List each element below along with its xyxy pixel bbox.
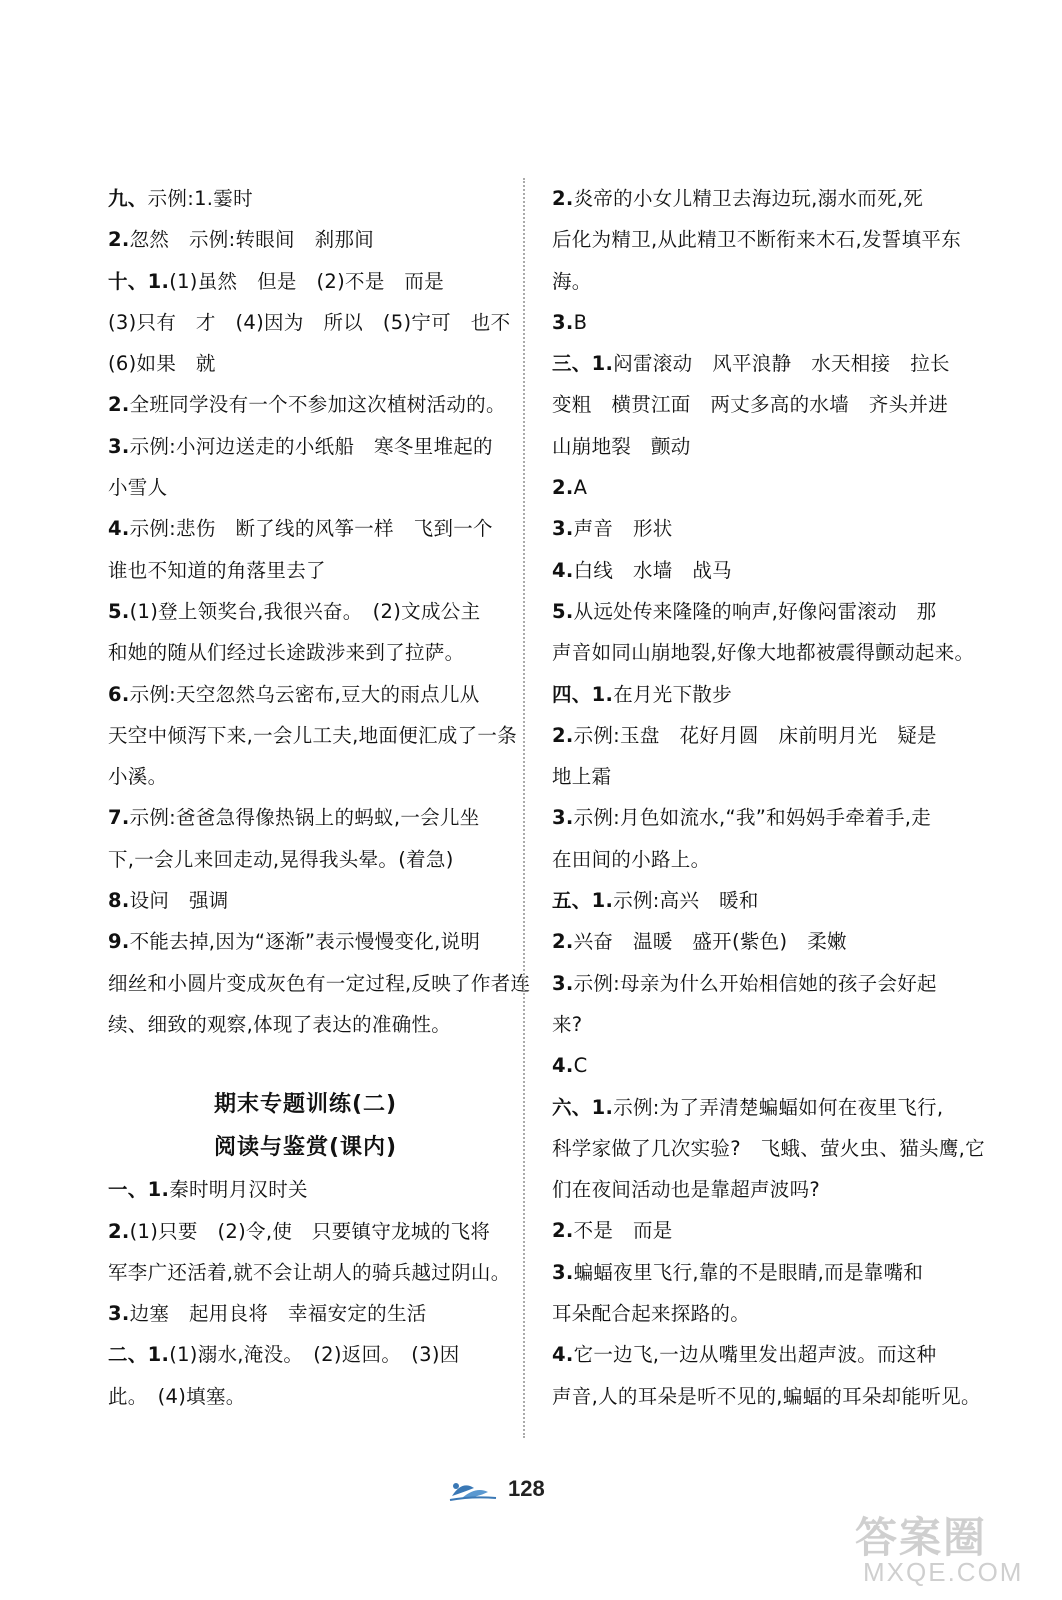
answer-line: 耳朵配合起来探路的。 (552, 1302, 751, 1326)
watermark-logo: 答案圈 (855, 1513, 988, 1562)
answer-line: 2.示例:玉盘 花好月圆 床前明月光 疑是 (552, 723, 937, 747)
answer-line: 小雪人 (108, 476, 168, 500)
answer-line: 下,一会儿来回走动,晃得我头晕。(着急) (108, 847, 454, 871)
answer-line: 和她的随从们经过长途跋涉来到了拉萨。 (108, 641, 465, 665)
answer-line: 4.示例:悲伤 断了线的风筝一样 飞到一个 (108, 517, 493, 541)
column-divider (523, 178, 525, 1438)
page-footer (0, 1470, 1062, 1510)
answer-line: 3.边塞 起用良将 幸福安定的生活 (108, 1302, 427, 1326)
answer-line: (6)如果 就 (108, 352, 216, 376)
answer-line: 后化为精卫,从此精卫不断衔来木石,发誓填平东 (552, 228, 961, 252)
answer-line: 2.炎帝的小女儿精卫去海边玩,溺水而死,死 (552, 187, 924, 210)
answer-line: 2.兴奋 温暖 盛开(紫色) 柔嫩 (552, 930, 847, 954)
answer-line: 4.白线 水墙 战马 (552, 558, 732, 582)
answer-line: 九、示例:1.霎时 (108, 187, 253, 210)
answer-line: 在田间的小路上。 (552, 847, 711, 871)
answer-line: 山崩地裂 颤动 (552, 434, 691, 458)
answer-line: 2.A (552, 476, 588, 500)
answer-line: 谁也不知道的角落里去了 (108, 558, 326, 582)
answer-line: 2.全班同学没有一个不参加这次植树活动的。 (108, 393, 506, 417)
answer-line: 6.示例:天空忽然乌云密布,豆大的雨点儿从 (108, 682, 480, 706)
answer-line: 五、1.示例:高兴 暖和 (552, 889, 759, 913)
answer-line: 地上霜 (552, 765, 612, 789)
answer-line: 2.(1)只要 (2)令,使 只要镇守龙城的飞将 (108, 1219, 491, 1243)
watermark (855, 1505, 1045, 1593)
answer-line: 来? (552, 1012, 583, 1036)
right-column (552, 178, 985, 1417)
answer-line: (3)只有 才 (4)因为 所以 (5)宁可 也不 (108, 310, 511, 334)
answer-line: 续、细致的观察,体现了表达的准确性。 (108, 1012, 452, 1036)
answer-lines (108, 178, 531, 1045)
answer-line: 3.示例:月色如流水,“我”和妈妈手牵着手,走 (552, 806, 932, 830)
leaf-icon (448, 1478, 498, 1508)
answer-line: 3.示例:小河边送走的小纸船 寒冬里堆起的 (108, 434, 493, 458)
answer-line: 4.它一边飞,一边从嘴里发出超声波。而这种 (552, 1343, 937, 1367)
answer-line: 8.设问 强调 (108, 889, 229, 913)
answer-line: 声音,人的耳朵是听不见的,蝙蝠的耳朵却能听见。 (552, 1384, 981, 1408)
answer-line: 3.示例:母亲为什么开始相信她的孩子会好起 (552, 971, 937, 995)
answer-line: 声音如同山崩地裂,好像大地都被震得颤动起来。 (552, 641, 975, 665)
section-subtitle: 阅读与鉴赏(课内) (213, 1135, 398, 1161)
answer-line: 变粗 横贯江面 两丈多高的水墙 齐头并进 (552, 393, 949, 417)
answer-line: 3.蝙蝠夜里飞行,靠的不是眼睛,而是靠嘴和 (552, 1260, 924, 1284)
answer-line: 二、1.(1)溺水,淹没。 (2)返回。 (3)因 (108, 1343, 460, 1367)
answer-line: 天空中倾泻下来,一会儿工夫,地面便汇成了一条 (108, 723, 517, 747)
answer-line: 一、1.秦时明月汉时关 (108, 1178, 308, 1202)
answer-line: 7.示例:爸爸急得像热锅上的蚂蚁,一会儿坐 (108, 806, 480, 830)
answer-lines-after (108, 1169, 511, 1417)
left-column (108, 178, 531, 1417)
answer-line: 5.(1)登上领奖台,我很兴奋。 (2)文成公主 (108, 599, 481, 623)
answer-line: 十、1.(1)虽然 但是 (2)不是 而是 (108, 269, 445, 293)
answer-line: 军李广还活着,就不会让胡人的骑兵越过阴山。 (108, 1260, 511, 1284)
watermark-url: MXQE.COM (863, 1557, 1024, 1587)
answer-line: 四、1.在月光下散步 (552, 682, 732, 706)
answer-line: 3.声音 形状 (552, 517, 673, 541)
section-gap (108, 1045, 503, 1083)
answer-line: 海。 (552, 269, 592, 293)
answer-line: 此。 (4)填塞。 (108, 1384, 246, 1408)
answer-lines (552, 178, 985, 1417)
answer-line: 3.B (552, 310, 588, 334)
answer-line: 六、1.示例:为了弄清楚蝙蝠如何在夜里飞行, (552, 1095, 944, 1119)
answer-line: 4.C (552, 1054, 588, 1078)
answer-line: 2.不是 而是 (552, 1219, 673, 1243)
answer-line: 2.忽然 示例:转眼间 刹那间 (108, 228, 375, 252)
page-number: 128 (508, 1476, 545, 1501)
answer-line: 科学家做了几次实验? 飞蛾、萤火虫、猫头鹰,它 (552, 1136, 985, 1160)
answer-line: 细丝和小圆片变成灰色有一定过程,反映了作者连 (108, 971, 531, 995)
answer-line: 们在夜间活动也是靠超声波吗? (552, 1178, 821, 1202)
section-title: 期末专题训练(二) (213, 1092, 398, 1118)
answer-line: 小溪。 (108, 765, 168, 789)
answer-line: 5.从远处传来隆隆的响声,好像闷雷滚动 那 (552, 599, 937, 623)
answer-line: 9.不能去掉,因为“逐渐”表示慢慢变化,说明 (108, 930, 481, 954)
answer-line: 三、1.闷雷滚动 风平浪静 水天相接 拉长 (552, 352, 950, 376)
